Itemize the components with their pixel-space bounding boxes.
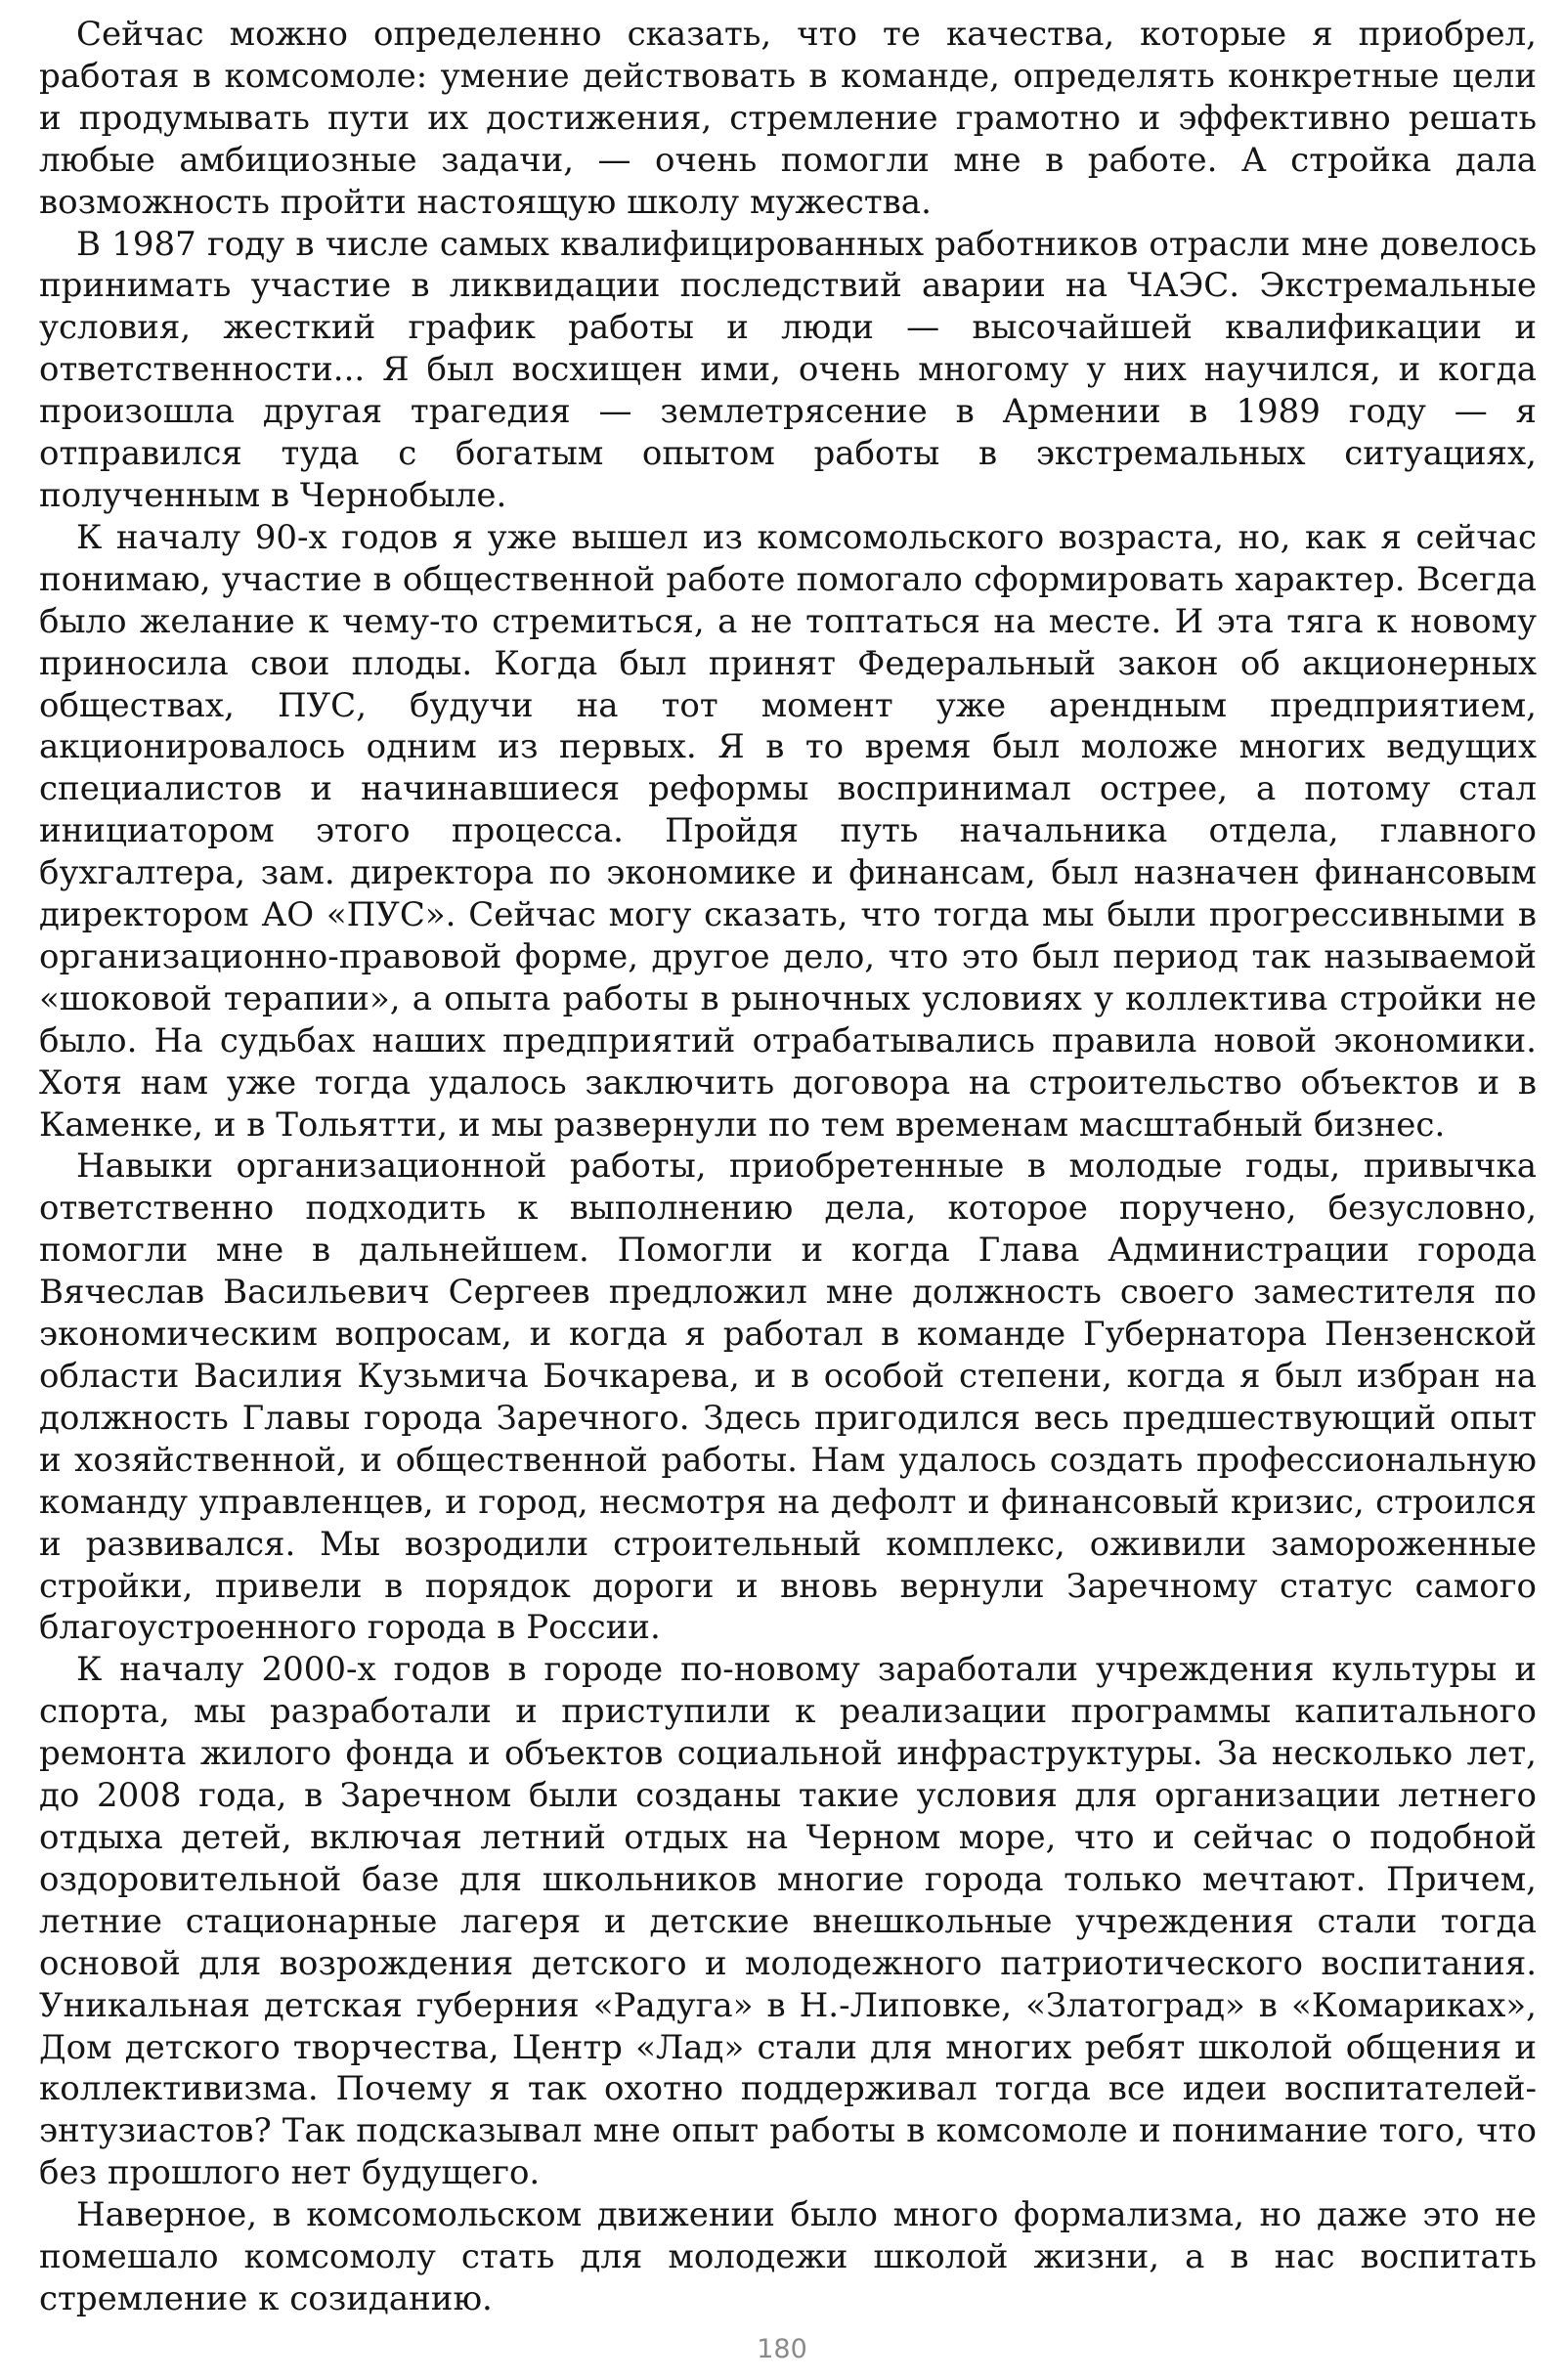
paragraph-6: Наверное, в комсомольском движении было много формализма, но даже это не помешало комсомолу стать для молодежи школой жизни, а в нас воспитать стремление к созиданию. xyxy=(39,2195,1537,2318)
paragraph-3: К началу 90-х годов я уже вышел из комсомольского возраста, но, как я сейчас понимаю, участие в общественной работе помогало сформировать характер. Всегда было желание к чему-то стремиться, а не топтаться на месте. И эта тяга к новому приносила свои плоды. Когда был принят Федеральный закон об акционерных обществах, ПУС, будучи на тот момент уже арендным предприятием, акционировалось одним из первых. Я в то время был моложе многих ведущих специалистов и начинавшиеся реформы воспринимал острее, а потому стал инициатором этого процесса. Пройдя путь начальника отдела, главного бухгалтера, зам. директора по экономике и финансам, был назначен финансовым директором АО «ПУС». Сейчас могу сказать, что тогда мы были прогрессивными в организационно-правовой форме, другое дело, что это был период так называемой «шоковой терапии», а опыта работы в рыночных условиях у коллектива стройки не было. На судьбах наших предприятий отрабатывались правила новой экономики. Хотя нам уже тогда удалось заключить договора на строительство объектов и в Каменке, и в Тольятти, и мы развернули по тем временам масштабный бизнес. xyxy=(39,517,1537,1145)
body-text xyxy=(39,14,1537,2320)
paragraph-2: В 1987 году в числе самых квалифицированных работников отрасли мне довелось принимать участие в ликвидации последствий аварии на ЧАЭС. Экстремальные условия, жесткий график работы и люди — высочайшей квалификации и ответственности... Я был восхищен ими, очень многому у них научился, и когда произошла другая трагедия — землетрясение в Армении в 1989 году — я отправился туда с богатым опытом работы в экстремальных ситуациях, полученным в Чернобыле. xyxy=(39,224,1537,515)
paragraph-4: Навыки организационной работы, приобретенные в молодые годы, привычка ответственно подходить к выполнению дела, которое поручено, безусловно, помогли мне в дальнейшем. Помогли и когда Глава Администрации города Вячеслав Васильевич Сергеев предложил мне должность своего заместителя по экономическим вопросам, и когда я работал в команде Губернатора Пензенской области Василия Кузьмича Бочкарева, и в особой степени, когда я был избран на должность Главы города Заречного. Здесь пригодился весь предшествующий опыт и хозяйственной, и общественной работы. Нам удалось создать профессиональную команду управленцев, и город, несмотря на дефолт и финансовый кризис, строился и развивался. Мы возродили строительный комплекс, оживили замороженные стройки, привели в порядок дороги и вновь вернули Заречному статус самого благоустроенного города в России. xyxy=(39,1147,1537,1648)
paragraph-1: Сейчас можно определенно сказать, что те качества, которые я приобрел, работая в комсомоле: умение действовать в команде, определять конкретные цели и продумывать пути их достижения, стремление грамотно и эффективно решать любые амбициозные задачи, — очень помогли мне в работе. А стройка дала возможность пройти настоящую школу мужества. xyxy=(39,15,1537,222)
page-number: 180 xyxy=(757,2334,807,2364)
paragraph-5: К началу 2000-х годов в городе по-новому заработали учреждения культуры и спорта, мы разработали и приступили к реализации программы капитального ремонта жилого фонда и объектов социальной инфраструктуры. За несколько лет, до 2008 года, в Заречном были созданы такие условия для организации летнего отдыха детей, включая летний отдых на Черном море, что и сейчас о подобной оздоровительной базе для школьников многие города только мечтают. Причем, летние стационарные лагеря и детские внешкольные учреждения стали тогда основой для возрождения детского и молодежного патриотического воспитания. Уникальная детская губерния «Радуга» в Н.-Липовке, «Златоград» в «Комариках», Дом детского творчества, Центр «Лад» стали для многих ребят школой общения и коллективизма. Почему я так охотно поддерживал тогда все идеи воспитателей-энтузиастов? Так подсказывал мне опыт работы в комсомоле и понимание того, что без прошлого нет будущего. xyxy=(39,1650,1537,2193)
